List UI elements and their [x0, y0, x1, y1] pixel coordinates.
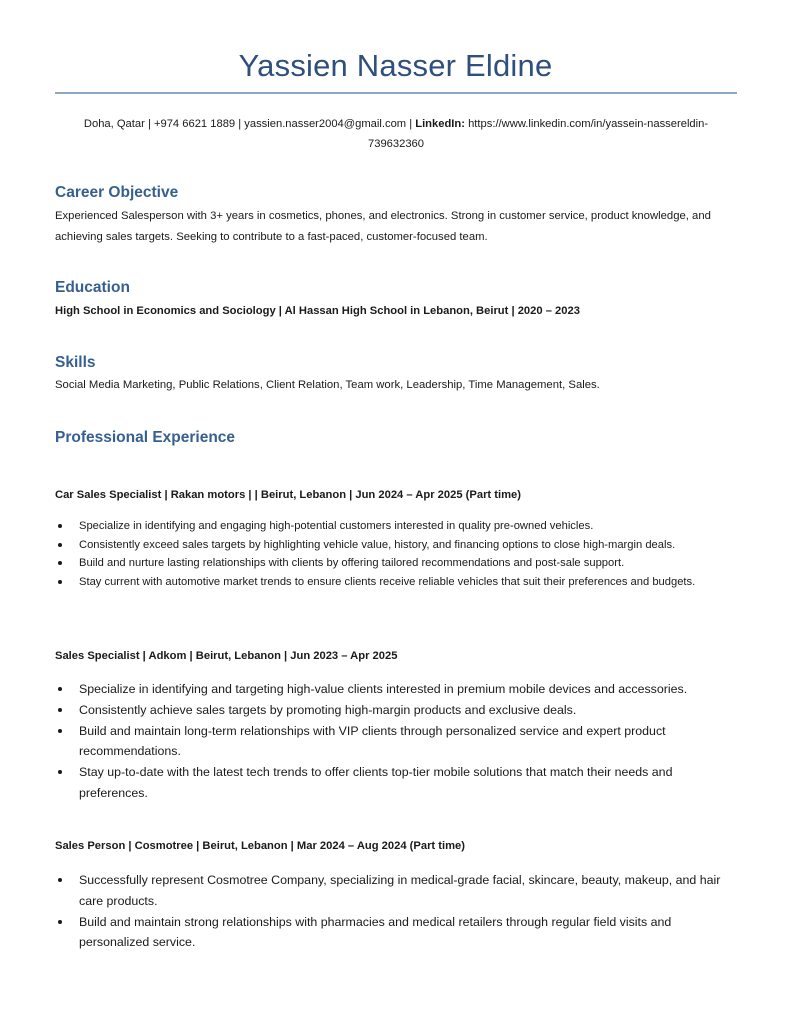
- list-item: Build and maintain strong relationships with pharmacies and medical retailers through regular field visits and personalized service.: [55, 912, 735, 954]
- career-objective-text: Experienced Salesperson with 3+ years in cosmetics, phones, and electronics. Strong in customer service, product knowledge, and achieving sales targets. Seeking to contribute to a fast-paced, customer-focused team.: [55, 210, 711, 243]
- list-item: Successfully represent Cosmotree Company, specializing in medical-grade facial, skincare, beauty, makeup, and hair care products.: [55, 870, 735, 912]
- candidate-name: Yassien Nasser Eldine: [238, 48, 553, 83]
- list-item: Build and nurture lasting relationships with clients by offering tailored recommendations and post-sale support.: [55, 554, 735, 573]
- job-title: Sales Person | Cosmotree | Beirut, Lebanon | Mar 2024 – Aug 2024 (Part time): [55, 840, 465, 852]
- experience-heading: Professional Experience: [55, 429, 236, 446]
- job-title: Car Sales Specialist | Rakan motors | | Beirut, Lebanon | Jun 2024 – Apr 2025 (Part time): [55, 489, 521, 501]
- job-bullets: [55, 517, 735, 591]
- list-item: Specialize in identifying and targeting high-value clients interested in premium mobile devices and accessories.: [55, 679, 735, 700]
- career-objective-heading: Career Objective: [55, 184, 179, 201]
- job-title: Sales Specialist | Adkom | Beirut, Lebanon | Jun 2023 – Apr 2025: [55, 650, 398, 662]
- linkedin-label: LinkedIn:: [415, 118, 465, 130]
- education-heading: Education: [55, 279, 130, 296]
- list-item: Stay current with automotive market trends to ensure clients receive reliable vehicles that suit their preferences and budgets.: [55, 573, 735, 592]
- job-bullets: [55, 870, 735, 953]
- header-divider: [55, 92, 737, 94]
- skills-heading: Skills: [55, 354, 96, 371]
- job-bullets: [55, 679, 735, 804]
- list-item: Consistently achieve sales targets by promoting high-margin products and exclusive deals.: [55, 700, 735, 721]
- contact-info: [70, 114, 722, 154]
- contact-details: Doha, Qatar | +974 6621 1889 | yassien.nasser2004@gmail.com |: [83, 118, 416, 130]
- list-item: Consistently exceed sales targets by highlighting vehicle value, history, and financing options to close high-margin deals.: [55, 536, 735, 555]
- linkedin-url[interactable]: https://www.linkedin.com/in/yassein-nassereldin-739632360: [368, 118, 709, 150]
- education-entry: High School in Economics and Sociology | Al Hassan High School in Lebanon, Beirut | 2020 – 2023: [55, 305, 580, 317]
- list-item: Build and maintain long-term relationships with VIP clients through personalized service and expert product recommendations.: [55, 721, 735, 763]
- skills-text: Social Media Marketing, Public Relations, Client Relation, Team work, Leadership, Time Management, Sales.: [55, 379, 600, 391]
- list-item: Stay up-to-date with the latest tech trends to offer clients top-tier mobile solutions that match their needs and preferences.: [55, 762, 735, 804]
- list-item: Specialize in identifying and engaging high-potential customers interested in quality pre-owned vehicles.: [55, 517, 735, 536]
